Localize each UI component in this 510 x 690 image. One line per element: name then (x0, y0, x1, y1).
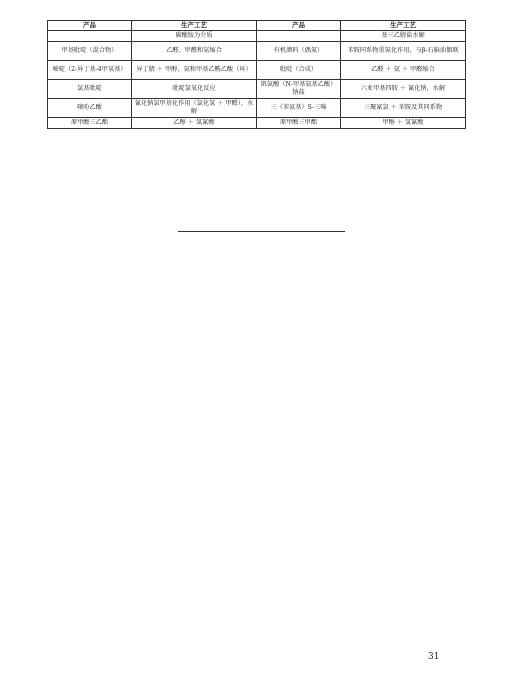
table-cell: 肌氨酸（N-甲基氨基乙酸）钠盐 (257, 80, 341, 99)
header-process-1: 生产工艺 (132, 21, 257, 31)
table-row (48, 61, 466, 80)
table-cell: 噻吩乙酸 (48, 99, 132, 118)
header-product-1: 产品 (48, 21, 132, 31)
table-cell: 甲醇 ＋ 氢氰酸 (341, 118, 466, 129)
table-cell: 氰化钠氯甲基化作用（氯化氢 ＋ 甲醛），水解 (132, 99, 257, 118)
table-cell: 乙醛、甲醛和氨缩合 (132, 42, 257, 61)
page-number: 31 (428, 652, 440, 662)
table-cell: 原甲酸三甲酯 (257, 118, 341, 129)
table-cell: 原甲酸三乙酯 (48, 118, 132, 129)
table-cell: 苯胺同系物重氮化作用，与β-石脑油偶联 (341, 42, 466, 61)
table-cell: 氯基吡啶 (48, 80, 132, 99)
header-product-2: 产品 (257, 21, 341, 31)
header-process-2: 生产工艺 (341, 21, 466, 31)
table-row (48, 80, 466, 99)
table-cell: 三（苯氨基）S-三嗪 (257, 99, 341, 118)
table-cell: 吡啶氯氧化反应 (132, 80, 257, 99)
table-cell: 乙醛 ＋ 氨 ＋ 甲醛缩合 (341, 61, 466, 80)
footnote-divider (178, 231, 345, 232)
process-table (47, 20, 466, 129)
table-header-row (48, 21, 466, 31)
table-cell: 嘧啶（2-异丁基-4甲氧基） (48, 61, 132, 80)
table-cell: 乙醇 ＋ 氢氰酸 (132, 118, 257, 129)
table-row (48, 99, 466, 118)
table-cell: 甲基吡啶（混合物） (48, 42, 132, 61)
table-cell: 三聚氰氯 ＋ 苯胺及其同系物 (341, 99, 466, 118)
table-cell (48, 31, 132, 42)
table-row (48, 42, 466, 61)
table-row (48, 118, 466, 129)
table-cell: 有机颜料（偶氮） (257, 42, 341, 61)
table-cell: 基三乙腈盐水解 (341, 31, 466, 42)
table-cell: 吡啶（合成） (257, 61, 341, 80)
table-cell: 异丁腈 ＋ 甲醇，氨和甲基乙酰乙酸（环） (132, 61, 257, 80)
table-cell: 碳酸铵为介质 (132, 31, 257, 42)
table-cell: 六亚甲基四胺 ＋ 氰化钠，水解 (341, 80, 466, 99)
table-row (48, 31, 466, 42)
table-cell (257, 31, 341, 42)
